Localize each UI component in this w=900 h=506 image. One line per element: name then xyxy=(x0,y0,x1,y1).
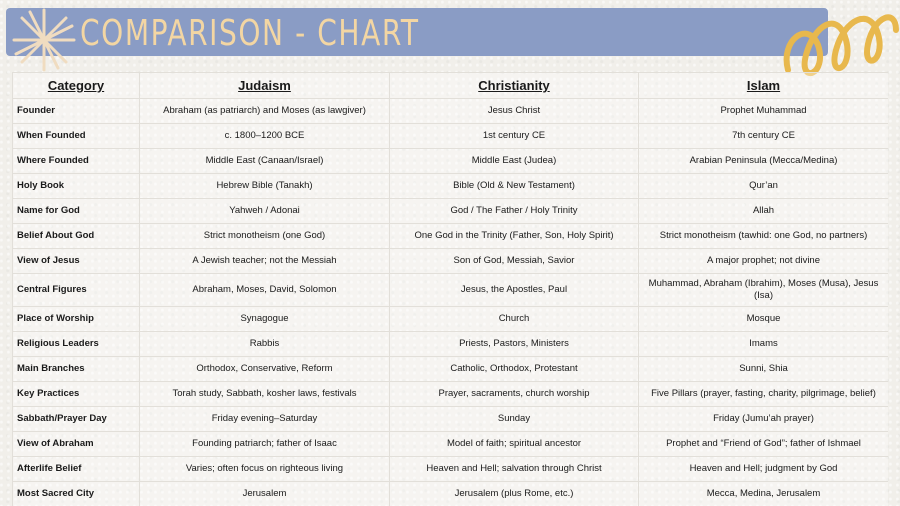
table-cell: Priests, Pastors, Ministers xyxy=(390,332,639,357)
column-header-judaism: Judaism xyxy=(140,73,390,99)
table-row xyxy=(13,407,889,432)
table-cell: Imams xyxy=(639,332,889,357)
table-row xyxy=(13,432,889,457)
table-row xyxy=(13,224,889,249)
row-category-cell: Where Founded xyxy=(13,149,140,174)
table-cell: Friday evening–Saturday xyxy=(140,407,390,432)
table-cell: Orthodox, Conservative, Reform xyxy=(140,357,390,382)
table-cell: 7th century CE xyxy=(639,124,889,149)
table-cell: Friday (Jumu’ah prayer) xyxy=(639,407,889,432)
row-category-cell: Main Branches xyxy=(13,357,140,382)
table-cell: Jesus Christ xyxy=(390,99,639,124)
row-category-cell: Name for God xyxy=(13,199,140,224)
table-cell: Heaven and Hell; judgment by God xyxy=(639,457,889,482)
table-cell: Torah study, Sabbath, kosher laws, festivals xyxy=(140,382,390,407)
row-category-cell: Holy Book xyxy=(13,174,140,199)
table-row xyxy=(13,124,889,149)
table-cell: Prophet and “Friend of God”; father of Ishmael xyxy=(639,432,889,457)
table-cell: Sunni, Shia xyxy=(639,357,889,382)
table-cell: Muhammad, Abraham (Ibrahim), Moses (Musa), Jesus (Isa) xyxy=(639,274,889,307)
table-cell: Abraham, Moses, David, Solomon xyxy=(140,274,390,307)
table-cell: 1st century CE xyxy=(390,124,639,149)
table-cell: Sunday xyxy=(390,407,639,432)
table-cell: Church xyxy=(390,307,639,332)
table-row xyxy=(13,149,889,174)
table-cell: Strict monotheism (tawhid: one God, no partners) xyxy=(639,224,889,249)
row-category-cell: Founder xyxy=(13,99,140,124)
row-category-cell: View of Jesus xyxy=(13,249,140,274)
table-cell: A major prophet; not divine xyxy=(639,249,889,274)
table-cell: Arabian Peninsula (Mecca/Medina) xyxy=(639,149,889,174)
table-row xyxy=(13,457,889,482)
row-category-cell: Religious Leaders xyxy=(13,332,140,357)
table-cell: Jerusalem xyxy=(140,482,390,506)
table-cell: Model of faith; spiritual ancestor xyxy=(390,432,639,457)
table-cell: Middle East (Judea) xyxy=(390,149,639,174)
table-row xyxy=(13,274,889,307)
table-cell: Mecca, Medina, Jerusalem xyxy=(639,482,889,506)
table-cell: Hebrew Bible (Tanakh) xyxy=(140,174,390,199)
table-cell: Strict monotheism (one God) xyxy=(140,224,390,249)
comparison-table-container xyxy=(12,72,888,506)
row-category-cell: When Founded xyxy=(13,124,140,149)
starburst-icon xyxy=(8,4,80,76)
row-category-cell: Afterlife Belief xyxy=(13,457,140,482)
table-cell: Jesus, the Apostles, Paul xyxy=(390,274,639,307)
table-cell: c. 1800–1200 BCE xyxy=(140,124,390,149)
table-cell: God / The Father / Holy Trinity xyxy=(390,199,639,224)
table-row xyxy=(13,174,889,199)
row-category-cell: Sabbath/Prayer Day xyxy=(13,407,140,432)
table-row xyxy=(13,249,889,274)
table-cell: Mosque xyxy=(639,307,889,332)
table-row xyxy=(13,199,889,224)
table-header-row xyxy=(13,73,889,99)
row-category-cell: Central Figures xyxy=(13,274,140,307)
table-cell: Five Pillars (prayer, fasting, charity, pilgrimage, belief) xyxy=(639,382,889,407)
table-cell: Catholic, Orthodox, Protestant xyxy=(390,357,639,382)
table-cell: Rabbis xyxy=(140,332,390,357)
table-cell: Founding patriarch; father of Isaac xyxy=(140,432,390,457)
column-header-islam: Islam xyxy=(639,73,889,99)
column-header-christianity: Christianity xyxy=(390,73,639,99)
table-cell: Bible (Old & New Testament) xyxy=(390,174,639,199)
table-row xyxy=(13,382,889,407)
table-row xyxy=(13,482,889,506)
table-cell: Heaven and Hell; salvation through Christ xyxy=(390,457,639,482)
table-row xyxy=(13,332,889,357)
table-cell: Varies; often focus on righteous living xyxy=(140,457,390,482)
table-cell: Son of God, Messiah, Savior xyxy=(390,249,639,274)
comparison-table xyxy=(12,72,888,506)
column-header-category: Category xyxy=(13,73,140,99)
row-category-cell: Place of Worship xyxy=(13,307,140,332)
table-cell: A Jewish teacher; not the Messiah xyxy=(140,249,390,274)
table-row xyxy=(13,99,889,124)
table-cell: Prophet Muhammad xyxy=(639,99,889,124)
page-title: COMPARISON - CHART xyxy=(80,13,420,54)
row-category-cell: Most Sacred City xyxy=(13,482,140,506)
table-row xyxy=(13,357,889,382)
table-cell: Middle East (Canaan/Israel) xyxy=(140,149,390,174)
table-cell: Abraham (as patriarch) and Moses (as lawgiver) xyxy=(140,99,390,124)
row-category-cell: Belief About God xyxy=(13,224,140,249)
table-cell: Yahweh / Adonai xyxy=(140,199,390,224)
table-cell: Jerusalem (plus Rome, etc.) xyxy=(390,482,639,506)
table-cell: One God in the Trinity (Father, Son, Holy Spirit) xyxy=(390,224,639,249)
table-cell: Qur’an xyxy=(639,174,889,199)
table-cell: Synagogue xyxy=(140,307,390,332)
table-cell: Prayer, sacraments, church worship xyxy=(390,382,639,407)
row-category-cell: Key Practices xyxy=(13,382,140,407)
row-category-cell: View of Abraham xyxy=(13,432,140,457)
table-row xyxy=(13,307,889,332)
table-cell: Allah xyxy=(639,199,889,224)
